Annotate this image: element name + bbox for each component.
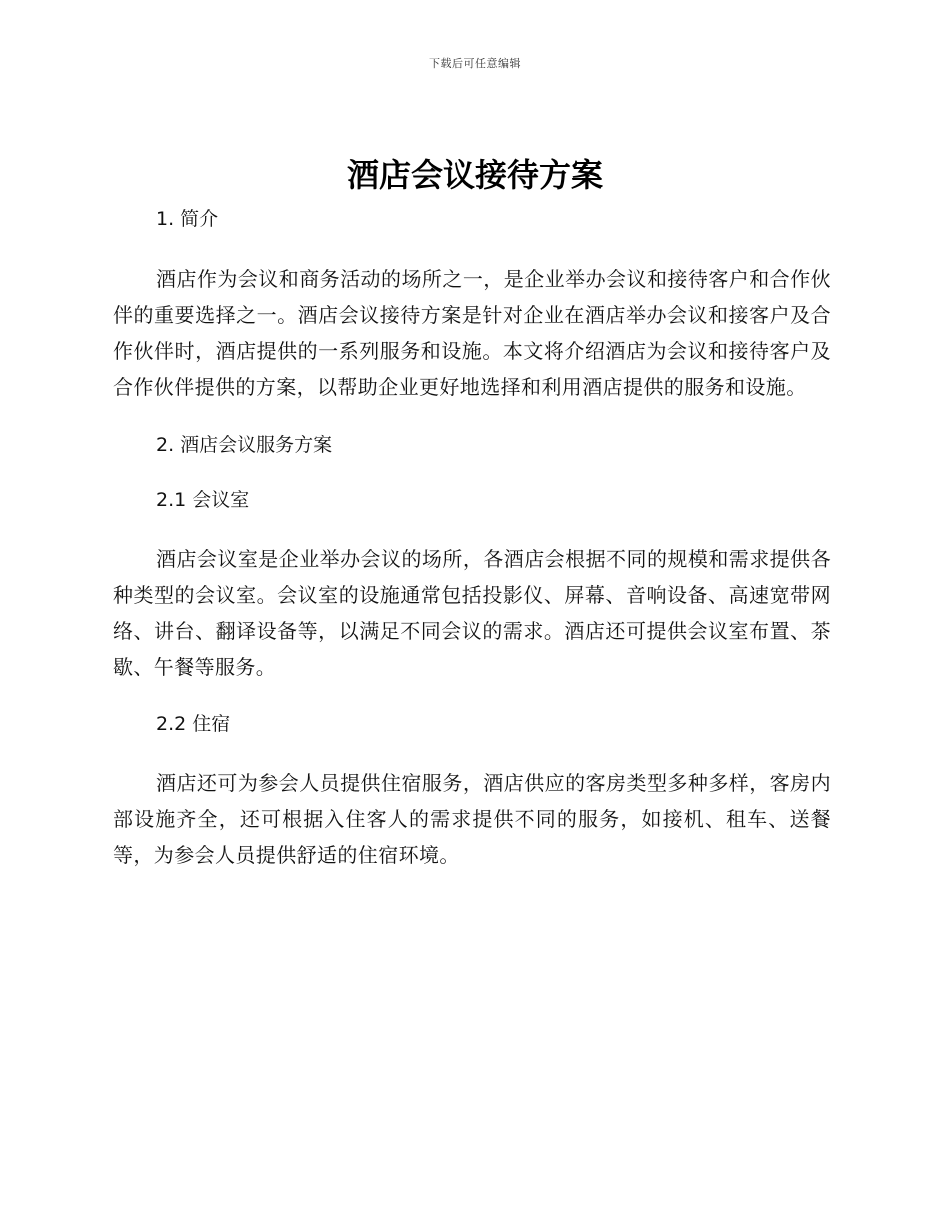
section-heading-intro: 1. 简介 (156, 208, 219, 230)
section-paragraph-accommodation: 酒店还可为参会人员提供住宿服务，酒店供应的客房类型多种多样，客房内部设施齐全，还可根据入住客人的需求提供不同的服务，如接机、租车、送餐等，为参会人员提供舒适的住宿环境。 (113, 771, 831, 867)
section-paragraph-intro: 酒店作为会议和商务活动的场所之一，是企业举办会议和接待客户和合作伙伴的重要选择之一。酒店会议接待方案是针对企业在酒店举办会议和接客户及合作伙伴时，酒店提供的一系列服务和设施。本文将介绍酒店为会议和接待客户及合作伙伴提供的方案，以帮助企业更好地选择和利用酒店提供的服务和设施。 (113, 267, 831, 399)
document-title: 酒店会议接待方案 (346, 156, 603, 194)
section-paragraph-meeting-room: 酒店会议室是企业举办会议的场所，各酒店会根据不同的规模和需求提供各种类型的会议室。会议室的设施通常包括投影仪、屏幕、音响设备、高速宽带网络、讲台、翻译设备等，以满足不同会议的需求。酒店还可提供会议室布置、茶歇、午餐等服务。 (113, 547, 831, 679)
section-heading-meeting-services: 2. 酒店会议服务方案 (156, 434, 333, 456)
section-heading-meeting-room: 2.1 会议室 (156, 489, 250, 511)
header-note: 下载后可任意编辑 (429, 57, 521, 70)
section-heading-accommodation: 2.2 住宿 (156, 713, 231, 735)
document-body (113, 205, 831, 873)
